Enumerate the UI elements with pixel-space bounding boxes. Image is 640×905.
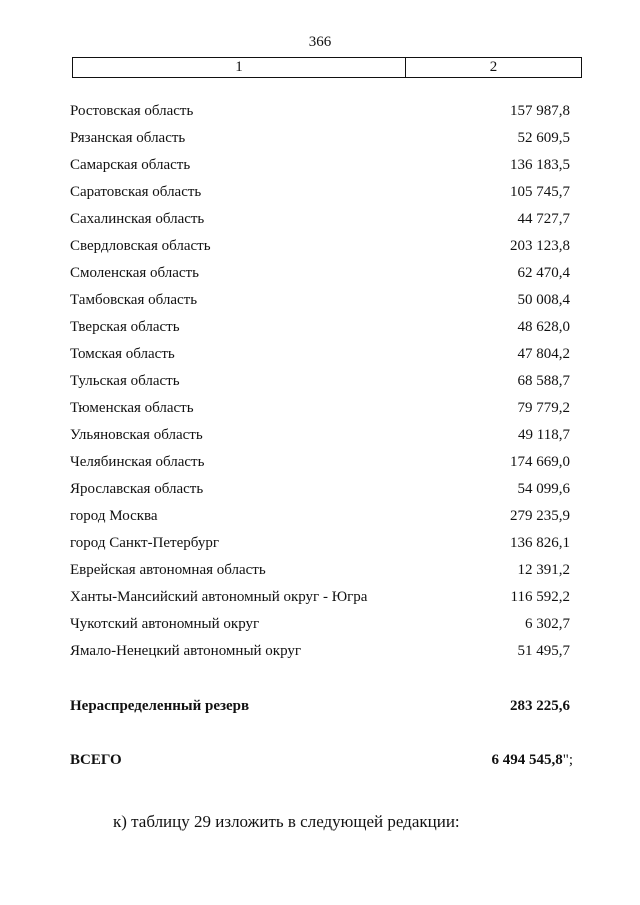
table-row bbox=[70, 344, 570, 371]
region-value: 50 008,4 bbox=[517, 292, 570, 308]
region-value: 6 302,7 bbox=[525, 616, 570, 632]
column-header-1: 1 bbox=[73, 58, 406, 77]
table-row bbox=[70, 263, 570, 290]
region-value: 279 235,9 bbox=[510, 508, 570, 524]
table-row bbox=[70, 371, 570, 398]
region-name: Сахалинская область bbox=[70, 211, 205, 227]
table-row bbox=[70, 182, 570, 209]
table-row bbox=[70, 641, 570, 668]
table-row bbox=[70, 101, 570, 128]
table-row bbox=[70, 317, 570, 344]
region-name: Челябинская область bbox=[70, 454, 205, 470]
region-name: Тамбовская область bbox=[70, 292, 198, 308]
table-row bbox=[70, 209, 570, 236]
total-value: 6 494 545,8 bbox=[491, 752, 563, 768]
table-row bbox=[70, 236, 570, 263]
total-suffix: "; bbox=[562, 752, 573, 768]
region-name: Самарская область bbox=[70, 157, 191, 173]
region-value: 105 745,7 bbox=[510, 184, 570, 200]
region-name: Ульяновская область bbox=[70, 427, 203, 443]
region-value: 136 183,5 bbox=[510, 157, 570, 173]
region-name: Ростовская область bbox=[70, 103, 194, 119]
region-name: Тюменская область bbox=[70, 400, 194, 416]
column-header bbox=[72, 57, 582, 78]
table-row bbox=[70, 533, 570, 560]
amendment-note: к) таблицу 29 изложить в следующей редакции: bbox=[113, 812, 460, 831]
column-header-2: 2 bbox=[489, 59, 498, 75]
region-value: 62 470,4 bbox=[517, 265, 570, 281]
region-value: 49 118,7 bbox=[518, 427, 570, 443]
region-value: 136 826,1 bbox=[510, 535, 570, 551]
region-value: 44 727,7 bbox=[517, 211, 570, 227]
region-name: Саратовская область bbox=[70, 184, 202, 200]
table-row bbox=[70, 479, 570, 506]
region-value: 54 099,6 bbox=[517, 481, 570, 497]
region-value: 47 804,2 bbox=[517, 346, 570, 362]
total-label: ВСЕГО bbox=[70, 752, 122, 768]
region-name: город Санкт-Петербург bbox=[70, 535, 219, 551]
region-value: 116 592,2 bbox=[510, 589, 570, 605]
region-name: Тверская область bbox=[70, 319, 180, 335]
table-row bbox=[70, 398, 570, 425]
region-value: 12 391,2 bbox=[517, 562, 570, 578]
table-row bbox=[70, 425, 570, 452]
reserve-value: 283 225,6 bbox=[510, 698, 570, 714]
region-name: Томская область bbox=[70, 346, 175, 362]
region-name: Ханты-Мансийский автономный округ - Югра bbox=[70, 589, 368, 605]
table-row bbox=[70, 560, 570, 587]
region-name: Чукотский автономный округ bbox=[70, 616, 260, 632]
region-name: Еврейская автономная область bbox=[70, 562, 266, 578]
table-row bbox=[70, 128, 570, 155]
region-name: Ярославская область bbox=[70, 481, 204, 497]
table-row bbox=[70, 452, 570, 479]
region-name: город Москва bbox=[70, 508, 158, 524]
region-value: 68 588,7 bbox=[517, 373, 570, 389]
reserve-label: Нераспределенный резерв bbox=[70, 698, 250, 714]
region-value: 203 123,8 bbox=[510, 238, 570, 254]
total-row bbox=[70, 752, 573, 769]
region-name: Рязанская область bbox=[70, 130, 186, 146]
region-name: Свердловская область bbox=[70, 238, 211, 254]
region-table bbox=[70, 101, 570, 668]
region-value: 51 495,7 bbox=[517, 643, 570, 659]
region-name: Ямало-Ненецкий автономный округ bbox=[70, 643, 302, 659]
region-value: 48 628,0 bbox=[517, 319, 570, 335]
region-name: Смоленская область bbox=[70, 265, 199, 281]
table-row bbox=[70, 587, 570, 614]
region-value: 157 987,8 bbox=[510, 103, 570, 119]
region-value: 52 609,5 bbox=[517, 130, 570, 146]
table-row bbox=[70, 290, 570, 317]
region-name: Тульская область bbox=[70, 373, 180, 389]
page-number: 366 bbox=[308, 34, 332, 50]
table-row bbox=[70, 614, 570, 641]
table-row bbox=[70, 506, 570, 533]
region-value: 174 669,0 bbox=[510, 454, 570, 470]
table-row bbox=[70, 155, 570, 182]
reserve-row bbox=[70, 698, 570, 715]
total-amount bbox=[491, 752, 573, 769]
region-value: 79 779,2 bbox=[517, 400, 570, 416]
